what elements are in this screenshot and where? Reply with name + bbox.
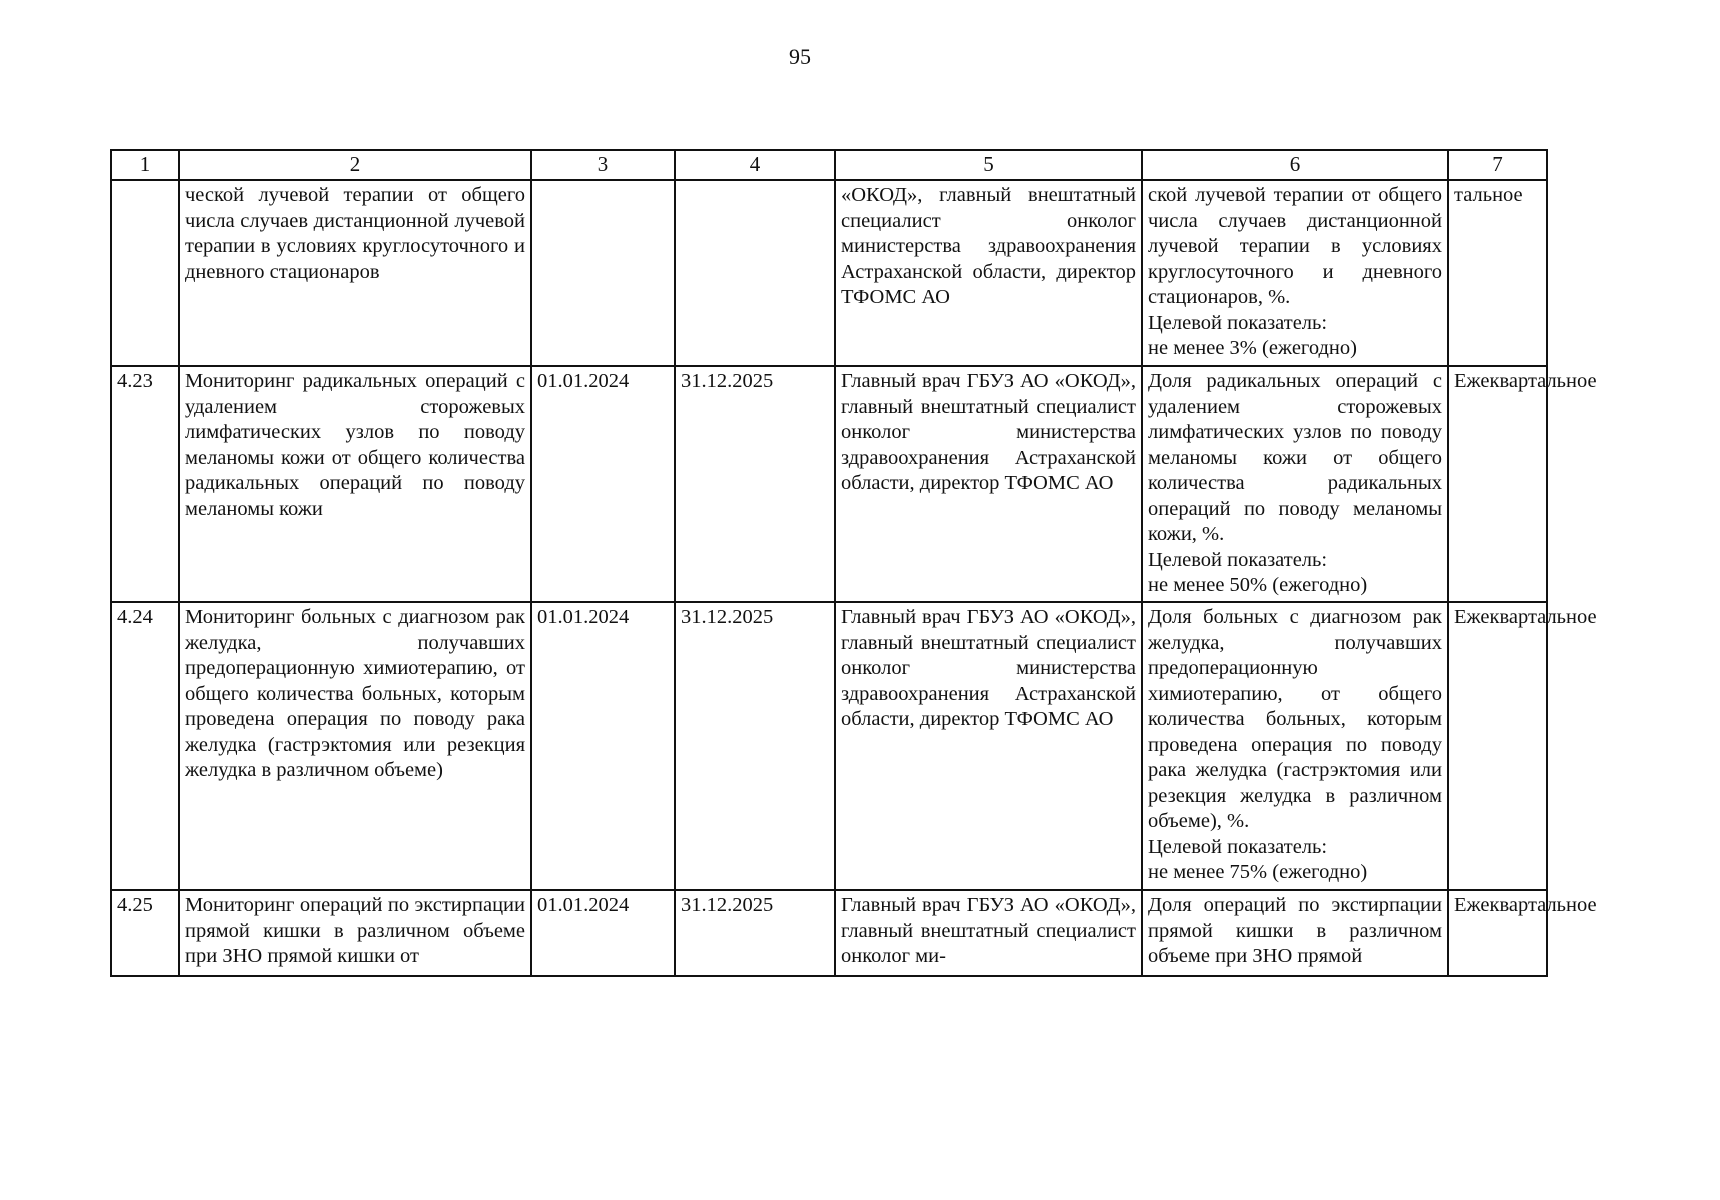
cell-number: 4.23 — [111, 366, 179, 602]
cell-period: тальное — [1448, 180, 1547, 366]
cell-number: 4.25 — [111, 890, 179, 976]
header-col-4: 4 — [675, 150, 835, 180]
header-col-6: 6 — [1142, 150, 1448, 180]
cell-number: 4.24 — [111, 602, 179, 890]
table-row — [111, 890, 1547, 976]
cell-period: Ежеквартальное — [1448, 602, 1547, 890]
cell-period: Ежеквартальное — [1448, 366, 1547, 602]
cell-number — [111, 180, 179, 366]
target-label: Целевой показатель: — [1148, 835, 1328, 858]
page-number: 95 — [789, 44, 811, 69]
indicator-text: Доля операций по экстирпации прямой кишки в различном объеме при ЗНО прямой — [1148, 894, 1442, 967]
cell-start-date: 01.01.2024 — [531, 602, 675, 890]
header-col-3: 3 — [531, 150, 675, 180]
cell-period: Ежеквартальное — [1448, 890, 1547, 976]
header-col-5: 5 — [835, 150, 1142, 180]
cell-event: Мониторинг радикальных операций с удалением сторожевых лимфатических узлов по поводу меланомы кожи от общего количества радикальных операций по поводу меланомы кожи — [179, 366, 531, 602]
cell-indicator — [1142, 890, 1448, 976]
cell-start-date — [531, 180, 675, 366]
indicator-text: Доля радикальных операций с удалением сторожевых лимфатических узлов по поводу меланомы кожи от общего количества радикальных операций по поводу меланомы кожи, %. — [1148, 370, 1442, 545]
plan-table — [110, 149, 1597, 977]
cell-end-date — [675, 180, 835, 366]
target-label: Целевой показатель: — [1148, 311, 1328, 334]
cell-responsible: «ОКОД», главный внештатный специалист онколог министерства здравоохранения Астраханской области, директор ТФОМС АО — [835, 180, 1142, 366]
indicator-text: Доля больных с диагнозом рак желудка, получавших предоперационную химиотерапию, от общего количества больных, которым проведена операция по поводу рака желудка (гастрэктомия или резекция желудка в различном объеме), %. — [1148, 606, 1442, 832]
target-value: не менее 50% (ежегодно) — [1148, 574, 1368, 596]
cell-indicator — [1142, 180, 1448, 366]
table-row — [111, 180, 1547, 366]
indicator-text: ской лучевой терапии от общего числа случаев дистанционной лучевой терапии в условиях круглосуточного и дневного стационаров, %. — [1148, 184, 1442, 308]
table-row — [111, 366, 1547, 602]
target-value: не менее 75% (ежегодно) — [1148, 861, 1368, 883]
cell-event: ческой лучевой терапии от общего числа случаев дистанционной лучевой терапии в условиях круглосуточного и дневного стационаров — [179, 180, 531, 366]
cell-end-date: 31.12.2025 — [675, 890, 835, 976]
header-col-1: 1 — [111, 150, 179, 180]
header-col-7: 7 — [1448, 150, 1547, 180]
cell-responsible: Главный врач ГБУЗ АО «ОКОД», главный внештатный специалист онколог министерства здравоохранения Астраханской области, директор ТФОМС АО — [835, 366, 1142, 602]
target-label: Целевой показатель: — [1148, 548, 1328, 571]
cell-end-date: 31.12.2025 — [675, 366, 835, 602]
cell-event: Мониторинг больных с диагнозом рак желудка, получавших предоперационную химиотерапию, от общего количества больных, которым проведена операция по поводу рака желудка (гастрэктомия или резекция желудка в различном объеме) — [179, 602, 531, 890]
cell-indicator — [1142, 602, 1448, 890]
cell-end-date: 31.12.2025 — [675, 602, 835, 890]
cell-responsible: Главный врач ГБУЗ АО «ОКОД», главный внештатный специалист онколог ми- — [835, 890, 1142, 976]
cell-responsible: Главный врач ГБУЗ АО «ОКОД», главный внештатный специалист онколог министерства здравоохранения Астраханской области, директор ТФОМС АО — [835, 602, 1142, 890]
cell-event: Мониторинг операций по экстирпации прямой кишки в различном объеме при ЗНО прямой кишки от — [179, 890, 531, 976]
table-row — [111, 602, 1547, 890]
target-value: не менее 3% (ежегодно) — [1148, 337, 1357, 359]
cell-start-date: 01.01.2024 — [531, 366, 675, 602]
header-col-2: 2 — [179, 150, 531, 180]
cell-indicator — [1142, 366, 1448, 602]
cell-start-date: 01.01.2024 — [531, 890, 675, 976]
header-row — [111, 150, 1547, 180]
